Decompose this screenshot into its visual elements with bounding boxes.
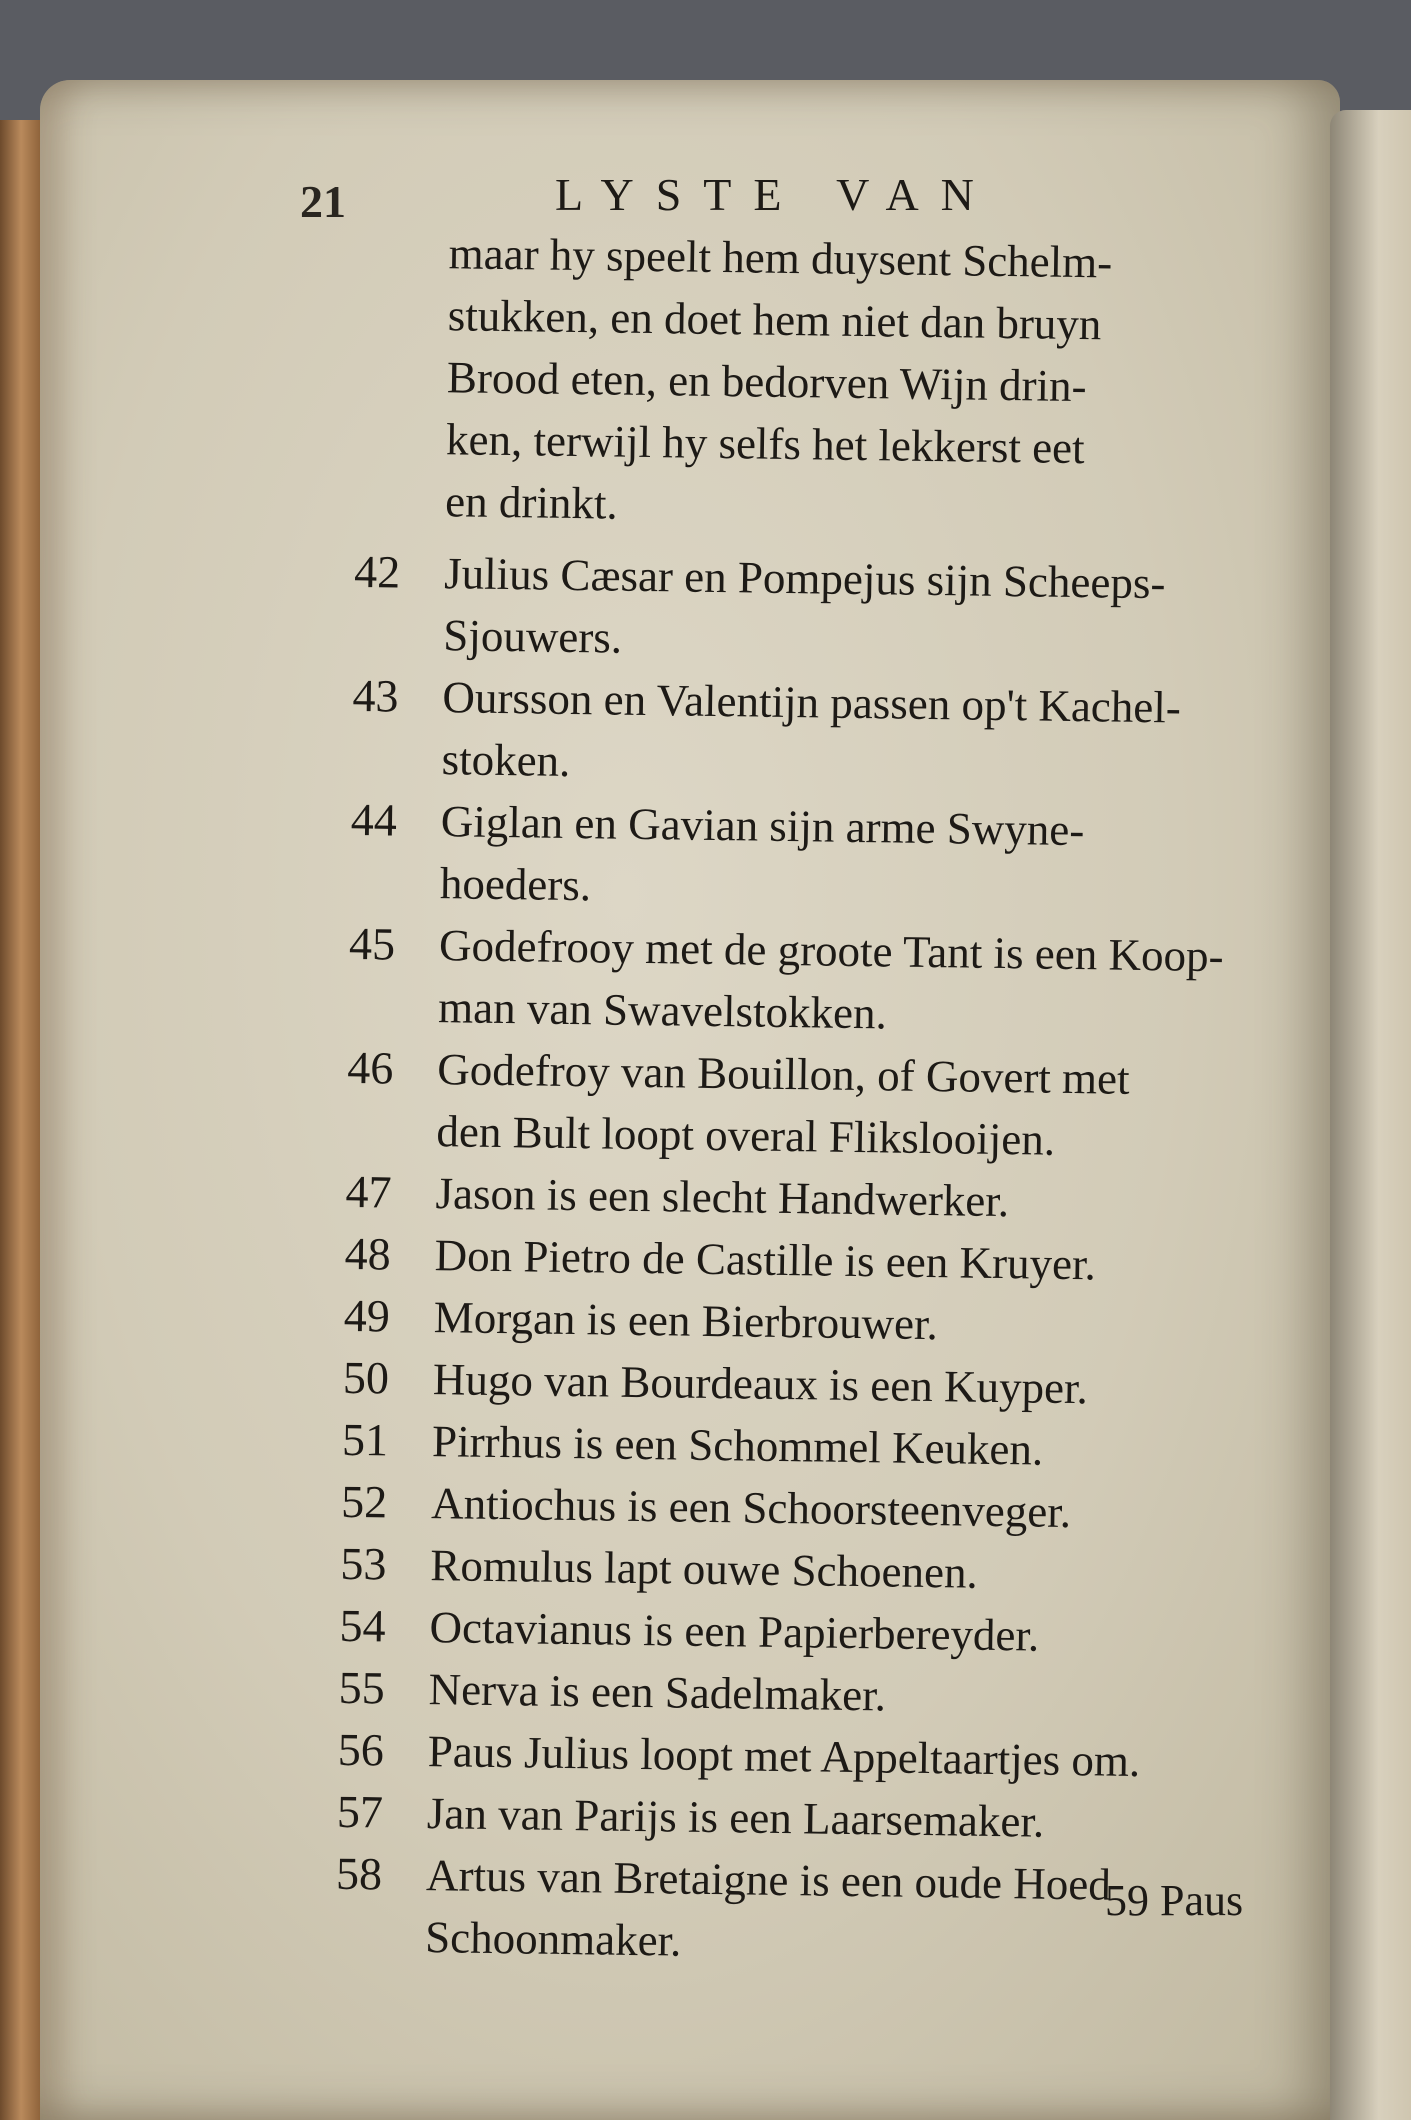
text-line: Don Pietro de Castille is een Kruyer. (434, 1230, 1097, 1290)
entry-number: 44 (350, 793, 398, 846)
text-line: Godefroy van Bouillon, of Govert met (436, 1044, 1130, 1104)
text-line: Godefrooy met de groote Tant is een Koop- (438, 920, 1224, 982)
text-line: en drinkt. (444, 476, 619, 529)
entry-text (438, 914, 1270, 1050)
text-line: hoeders. (439, 858, 592, 911)
text-line: Schoonmaker. (424, 1912, 682, 1966)
text-line: maar hy speelt hem duysent Schelm- (448, 228, 1113, 288)
list-item (348, 913, 1270, 1050)
text-line: Sjouwers. (443, 610, 623, 663)
running-head: LYSTE VAN (555, 169, 996, 220)
entry-number: 46 (346, 1041, 394, 1094)
text-line: Jason is een slecht Handwerker. (435, 1168, 1010, 1227)
entry-number: 45 (348, 917, 396, 970)
entry-text (431, 1472, 1262, 1546)
entry-list (335, 541, 1275, 1980)
text-line: Giglan en Gavian sijn arme Swyne- (440, 796, 1085, 856)
list-item (353, 541, 1275, 678)
entry-text (432, 1410, 1263, 1484)
facing-page-edge (1330, 110, 1411, 2120)
text-line: Morgan is een Bierbrouwer. (433, 1292, 939, 1350)
entry-number: 53 (340, 1537, 387, 1590)
entry-text (433, 1286, 1264, 1360)
entry-number: 50 (342, 1351, 390, 1404)
text-line: Julius Cæsar en Pompejus sijn Scheeps- (443, 548, 1166, 609)
catchword: 59 Paus (1105, 1876, 1244, 1925)
text-line: Antiochus is een Schoorsteenveger. (430, 1478, 1072, 1538)
entry-number: 58 (335, 1847, 383, 1900)
text-line: Oursson en Valentijn passen op't Kachel- (442, 672, 1182, 733)
entry-text (436, 1038, 1268, 1174)
entry-number: 57 (336, 1785, 384, 1838)
entry-number: 48 (344, 1227, 392, 1280)
text-line: stoken. (441, 734, 571, 786)
entry-number: 49 (343, 1289, 391, 1342)
entry-number: 54 (339, 1599, 386, 1652)
entry-number: 43 (352, 669, 399, 722)
text-line: Nerva is een Sadelmaker. (428, 1664, 887, 1721)
continuation-paragraph (445, 222, 1269, 543)
text-line: den Bult loopt overal Flikslooijen. (436, 1106, 1056, 1165)
text-line: man van Swavelstokken. (437, 982, 888, 1039)
entry-text (434, 1224, 1265, 1298)
text-line: Artus van Bretaigne is een oude Hoed (425, 1850, 1112, 1910)
text-line: Romulus lapt ouwe Schoenen. (430, 1540, 979, 1598)
page-number: 21 (300, 176, 346, 227)
list-item (349, 789, 1271, 926)
text-line: Jan van Parijs is een Laarsemaker. (426, 1788, 1045, 1847)
entry-number: 51 (341, 1413, 389, 1466)
entry-text (429, 1596, 1260, 1670)
list-item (351, 665, 1273, 802)
entry-number: 55 (338, 1661, 386, 1714)
entry-text (427, 1782, 1258, 1856)
text-line: Brood eten, en bedorven Wijn drin- (446, 352, 1087, 412)
text-line: stukken, en doet hem niet dan bruyn (447, 290, 1102, 350)
list-item (346, 1037, 1268, 1174)
entry-number: 52 (340, 1475, 388, 1528)
entry-text (439, 790, 1271, 926)
entry-number: 47 (345, 1165, 392, 1218)
entry-number: 42 (353, 545, 401, 598)
text-line: Paus Julius loopt met Appeltaartjes om. (427, 1726, 1141, 1787)
entry-text (427, 1720, 1258, 1794)
entry-text (441, 666, 1273, 802)
entry-text (443, 542, 1275, 678)
entry-number: 56 (337, 1723, 385, 1776)
text-line: ken, terwijl hy selfs het lekkerst eet (445, 414, 1085, 474)
entry-text (433, 1348, 1264, 1422)
entry-text (430, 1534, 1261, 1608)
entry-text (428, 1658, 1259, 1732)
entry-text (435, 1162, 1266, 1236)
text-line: Hugo van Bourdeaux is een Kuyper. (432, 1354, 1089, 1414)
text-line: Octavianus is een Papierbereyder. (429, 1602, 1040, 1661)
text-line: Pirrhus is een Schommel Keuken. (431, 1416, 1044, 1475)
